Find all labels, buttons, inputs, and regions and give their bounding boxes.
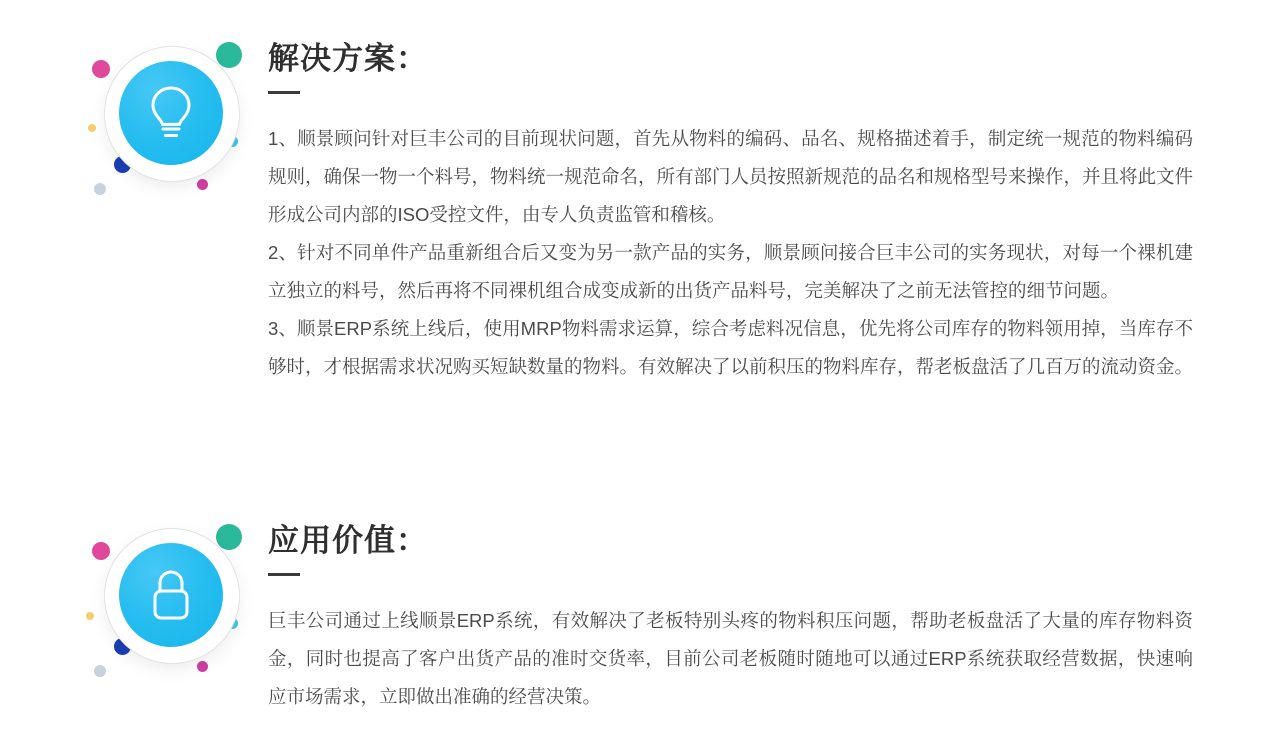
solution-paragraph-1: 1、顺景顾问针对巨丰公司的目前现状问题，首先从物料的编码、品名、规格描述着手，制定统一规范的物料编码规则，确保一物一个料号，物料统一规范命名，所有部门人员按照新规范的品名和规格型号来操作，并且将此文件形成公司内部的ISO受控文件，由专人负责监管和稽核。 (268, 128, 1194, 226)
value-icon-column (0, 500, 268, 670)
decorative-dot-pink (92, 60, 110, 78)
solution-icon-column (0, 18, 268, 188)
solution-text-column (268, 18, 1198, 386)
decorative-dot-grey-2 (94, 665, 106, 677)
page-title-solution: 解决方案： (268, 41, 428, 76)
heading-underline-value (268, 573, 300, 576)
value-body (268, 602, 1193, 716)
section-solution (0, 18, 1264, 386)
decorative-dot-pink-2 (92, 542, 110, 560)
page-title-value: 应用价值： (268, 523, 428, 558)
lightbulb-medallion (86, 38, 256, 208)
decorative-dot-magenta (197, 179, 208, 190)
heading-underline-solution (268, 91, 300, 94)
decorative-dot-grey (94, 183, 106, 195)
section-value (0, 500, 1264, 716)
solution-paragraph-3: 3、顺景ERP系统上线后，使用MRP物料需求运算，综合考虑料况信息，优先将公司库存的物料领用掉，当库存不够时，才根据需求状况购买短缺数量的物料。有效解决了以前积压的物料库存，帮老板盘活了几百万的流动资金。 (268, 318, 1194, 378)
lock-medallion (86, 520, 256, 690)
decorative-dot-amber (88, 124, 96, 132)
decorative-dot-teal-2 (216, 524, 242, 550)
solution-body (268, 120, 1193, 386)
value-text-column (268, 500, 1198, 716)
decorative-dot-teal (216, 42, 242, 68)
decorative-dot-amber-2 (86, 612, 94, 620)
lock-icon (119, 543, 223, 647)
lightbulb-icon (119, 61, 223, 165)
decorative-dot-magenta-2 (197, 661, 208, 672)
value-paragraph-1: 巨丰公司通过上线顺景ERP系统，有效解决了老板特别头疼的物料积压问题，帮助老板盘活了大量的库存物料资金，同时也提高了客户出货产品的准时交货率，目前公司老板随时随地可以通过ERP系统获取经营数据，快速响应市场需求，立即做出准确的经营决策。 (268, 610, 1193, 708)
solution-paragraph-2: 2、针对不同单件产品重新组合后又变为另一款产品的实务，顺景顾问接合巨丰公司的实务现状，对每一个裸机建立独立的料号，然后再将不同裸机组合成变成新的出货产品料号，完美解决了之前无法管控的细节问题。 (268, 242, 1193, 302)
